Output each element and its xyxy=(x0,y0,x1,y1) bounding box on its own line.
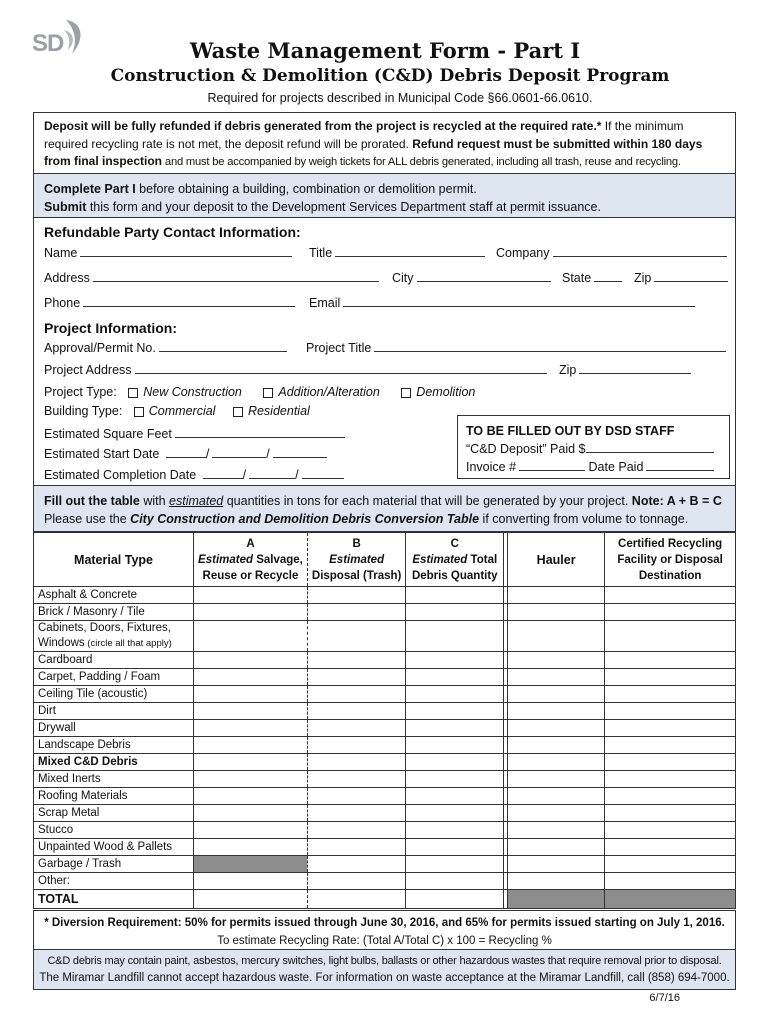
material-cell: Ceiling Tile (acoustic) xyxy=(34,686,194,703)
entry-cell[interactable] xyxy=(605,788,736,805)
table-row xyxy=(34,587,736,604)
entry-cell[interactable] xyxy=(508,703,605,720)
conversion-table-ref: City Construction and Demolition Debris Conversion Table xyxy=(130,512,480,526)
address-field[interactable] xyxy=(44,270,379,285)
name-label: Name xyxy=(44,246,78,260)
entry-cell[interactable] xyxy=(194,805,308,822)
entry-cell[interactable] xyxy=(194,856,308,873)
new-construction-checkbox[interactable] xyxy=(128,388,138,398)
entry-cell[interactable] xyxy=(307,788,405,805)
form-title: Waste Management Form - Part I xyxy=(189,38,581,63)
completion-label: Estimated Completion Date xyxy=(44,468,197,482)
state-label: State xyxy=(562,271,592,285)
entry-cell[interactable] xyxy=(508,669,605,686)
entry-cell[interactable] xyxy=(605,686,736,703)
entry-cell[interactable] xyxy=(194,754,308,771)
submit-bold: Submit xyxy=(44,200,87,214)
entry-cell[interactable] xyxy=(605,652,736,669)
approval-field[interactable] xyxy=(44,340,287,355)
entry-cell[interactable] xyxy=(194,788,308,805)
addition-label: Addition/Alteration xyxy=(278,385,380,399)
start-label: Estimated Start Date xyxy=(44,447,160,461)
phone-field[interactable] xyxy=(44,295,295,310)
total-label: TOTAL xyxy=(34,890,194,909)
recycling-formula: To estimate Recycling Rate: (Total A/Total C) x 100 = Recycling % xyxy=(217,935,552,947)
entry-cell[interactable] xyxy=(406,669,504,686)
total-row xyxy=(34,890,736,909)
entry-cell[interactable] xyxy=(194,621,308,652)
note-bold1: Fill out the table xyxy=(44,494,140,508)
entry-cell[interactable] xyxy=(605,720,736,737)
address-label: Address xyxy=(44,271,90,285)
entry-cell[interactable] xyxy=(194,873,308,890)
table-row xyxy=(34,754,736,771)
material-cell: Mixed Inerts xyxy=(34,771,194,788)
entry-cell[interactable] xyxy=(508,856,605,873)
entry-cell[interactable] xyxy=(605,822,736,839)
entry-cell[interactable] xyxy=(605,856,736,873)
city-label: City xyxy=(392,271,414,285)
material-cell: Cardboard xyxy=(34,652,194,669)
diversion-requirement: * Diversion Requirement: 50% for permits issued through June 30, 2016, and 65% for permits issued starting on July 1, 2016. xyxy=(44,917,725,929)
deposit-paid-label: “C&D Deposit” Paid $ xyxy=(466,442,586,456)
table-row xyxy=(34,737,736,754)
project-address-label: Project Address xyxy=(44,363,132,377)
project-zip-field[interactable] xyxy=(559,362,691,377)
state-field[interactable] xyxy=(562,270,622,285)
invoice-field[interactable] xyxy=(466,458,721,476)
commercial-checkbox[interactable] xyxy=(134,407,144,417)
zip-label: Zip xyxy=(634,271,652,285)
info-section xyxy=(33,218,736,486)
project-type-label: Project Type: xyxy=(44,385,117,399)
entry-cell[interactable] xyxy=(194,737,308,754)
instructions-box xyxy=(33,174,736,218)
name-field[interactable] xyxy=(44,245,292,260)
entry-cell[interactable] xyxy=(406,873,504,890)
table-row xyxy=(34,669,736,686)
deposit-text2: and must be accompanied by weigh tickets for ALL debris generated, including all trash, reuse and recycling. xyxy=(162,156,681,168)
entry-cell[interactable] xyxy=(307,587,405,604)
entry-cell[interactable] xyxy=(508,720,605,737)
entry-cell[interactable] xyxy=(194,839,308,856)
material-cell: Garbage / Trash xyxy=(34,856,194,873)
residential-label: Residential xyxy=(247,404,310,418)
entry-cell[interactable] xyxy=(605,621,736,652)
entry-cell[interactable] xyxy=(406,788,504,805)
deposit-bold2: Refund request must be submitted within 180 days from final inspection xyxy=(44,136,703,168)
entry-cell[interactable] xyxy=(406,737,504,754)
entry-cell[interactable] xyxy=(307,805,405,822)
material-cell: Drywall xyxy=(34,720,194,737)
submit-text: this form and your deposit to the Development Services Department staff at permit issuance. xyxy=(86,200,601,214)
material-cell: Carpet, Padding / Foam xyxy=(34,669,194,686)
entry-cell[interactable] xyxy=(194,822,308,839)
program-title: Construction & Demolition (C&D) Debris Deposit Program xyxy=(110,66,670,86)
entry-cell[interactable] xyxy=(307,621,405,652)
building-type-row xyxy=(44,404,310,418)
total-cell[interactable] xyxy=(194,890,308,909)
entry-cell[interactable] xyxy=(508,604,605,621)
deposit-paid-field[interactable] xyxy=(466,440,721,458)
note-italic: estimated xyxy=(169,494,224,508)
complete-text: before obtaining a building, combination or demolition permit. xyxy=(135,182,477,196)
deposit-notice xyxy=(33,112,736,174)
material-cell: Roofing Materials xyxy=(34,788,194,805)
material-cell: Dirt xyxy=(34,703,194,720)
entry-cell[interactable] xyxy=(508,771,605,788)
entry-cell[interactable] xyxy=(307,652,405,669)
project-zip-label: Zip xyxy=(559,363,577,377)
logo-text: SD xyxy=(32,30,64,57)
table-row xyxy=(34,703,736,720)
total-cell[interactable] xyxy=(307,890,405,909)
entry-cell[interactable] xyxy=(194,587,308,604)
note-text4: if converting from volume to tonnage. xyxy=(479,512,689,526)
sqft-field[interactable] xyxy=(44,426,345,441)
table-row xyxy=(34,839,736,856)
company-label: Company xyxy=(496,246,550,260)
header-b: B Estimated Disposal (Trash) xyxy=(307,533,405,587)
phone-label: Phone xyxy=(44,296,81,310)
entry-cell[interactable] xyxy=(307,856,405,873)
table-row xyxy=(34,873,736,890)
contact-heading: Refundable Party Contact Information: xyxy=(44,224,301,240)
sqft-label: Estimated Square Feet xyxy=(44,427,172,441)
note-text1: with xyxy=(139,494,170,508)
city-field[interactable] xyxy=(392,270,551,285)
entry-cell[interactable] xyxy=(307,720,405,737)
table-row xyxy=(34,771,736,788)
blocked-cell xyxy=(605,890,736,909)
entry-cell[interactable] xyxy=(406,686,504,703)
entry-cell[interactable] xyxy=(307,754,405,771)
entry-cell[interactable] xyxy=(605,873,736,890)
table-row xyxy=(34,856,736,873)
header-facility: Certified Recycling Facility or Disposal Destination xyxy=(605,533,736,587)
commercial-label: Commercial xyxy=(148,404,216,418)
material-cell: Scrap Metal xyxy=(34,805,194,822)
required-note: Required for projects described in Municipal Code §66.0601-66.0610. xyxy=(207,91,593,105)
note-text2: quantities in tons for each material that will be generated by your project. xyxy=(223,494,632,508)
material-cell: Landscape Debris xyxy=(34,737,194,754)
header-c: C Estimated Total Debris Quantity xyxy=(406,533,504,587)
entry-cell[interactable] xyxy=(508,788,605,805)
entry-cell[interactable] xyxy=(406,805,504,822)
entry-cell[interactable] xyxy=(194,604,308,621)
entry-cell[interactable] xyxy=(406,754,504,771)
entry-cell[interactable] xyxy=(508,822,605,839)
entry-cell[interactable] xyxy=(307,686,405,703)
entry-cell[interactable] xyxy=(194,669,308,686)
deposit-text1: If the minimum required recycling rate is not met, the deposit refund will be prorated. xyxy=(44,119,684,151)
entry-cell[interactable] xyxy=(605,737,736,754)
entry-cell[interactable] xyxy=(194,703,308,720)
entry-cell[interactable] xyxy=(307,604,405,621)
staff-heading: TO BE FILLED OUT BY DSD STAFF xyxy=(466,424,675,438)
entry-cell[interactable] xyxy=(406,856,504,873)
table-row xyxy=(34,805,736,822)
complete-bold: Complete Part I xyxy=(44,182,136,196)
entry-cell[interactable] xyxy=(508,839,605,856)
table-row xyxy=(34,652,736,669)
entry-cell[interactable] xyxy=(307,822,405,839)
entry-cell[interactable] xyxy=(605,805,736,822)
approval-label: Approval/Permit No. xyxy=(44,341,156,355)
blocked-cell xyxy=(508,890,605,909)
entry-cell[interactable] xyxy=(406,771,504,788)
addition-checkbox[interactable] xyxy=(263,388,273,398)
entry-cell[interactable] xyxy=(605,754,736,771)
entry-cell[interactable] xyxy=(194,720,308,737)
entry-cell[interactable] xyxy=(307,669,405,686)
project-title-field[interactable] xyxy=(306,340,726,355)
entry-cell[interactable] xyxy=(406,604,504,621)
project-heading: Project Information: xyxy=(44,320,178,336)
entry-cell[interactable] xyxy=(307,703,405,720)
invoice-label: Invoice # xyxy=(466,460,517,474)
entry-cell[interactable] xyxy=(307,839,405,856)
entry-cell[interactable] xyxy=(406,621,504,652)
entry-cell[interactable] xyxy=(605,771,736,788)
start-date-field[interactable]: Estimated Start Date / / xyxy=(44,446,327,461)
hazard-line2: The Miramar Landfill cannot accept hazardous waste. For information on waste acceptance at the Miramar Landfill, call (858) 694-7000. xyxy=(39,972,730,984)
material-cell: Mixed C&D Debris xyxy=(34,754,194,771)
staff-box xyxy=(457,415,730,479)
email-field[interactable] xyxy=(309,295,695,310)
total-cell[interactable] xyxy=(406,890,504,909)
entry-cell[interactable] xyxy=(194,652,308,669)
building-type-label: Building Type: xyxy=(44,404,123,418)
table-row xyxy=(34,686,736,703)
entry-cell[interactable] xyxy=(508,737,605,754)
entry-cell[interactable] xyxy=(605,669,736,686)
table-instructions xyxy=(33,486,736,532)
material-cell: Stucco xyxy=(34,822,194,839)
entry-cell[interactable] xyxy=(194,686,308,703)
table-row xyxy=(34,720,736,737)
title-field[interactable] xyxy=(309,245,485,260)
entry-cell[interactable] xyxy=(508,805,605,822)
material-cell: Cabinets, Doors, Fixtures, Windows (circle all that apply) xyxy=(34,621,194,652)
entry-cell[interactable] xyxy=(307,771,405,788)
entry-cell[interactable] xyxy=(508,873,605,890)
hazard-line1: C&D debris may contain paint, asbestos, mercury switches, light bulbs, ballasts or other hazardous wastes that require removal prior to disposal. xyxy=(47,955,722,967)
title-label: Title xyxy=(309,246,333,260)
form-date: 6/7/16 xyxy=(649,992,680,1004)
entry-cell[interactable] xyxy=(406,839,504,856)
entry-cell[interactable] xyxy=(605,604,736,621)
demolition-label: Demolition xyxy=(416,385,476,399)
table-row xyxy=(34,604,736,621)
hazard-box xyxy=(33,950,736,990)
table-row xyxy=(34,788,736,805)
entry-cell[interactable] xyxy=(508,652,605,669)
entry-cell[interactable] xyxy=(508,686,605,703)
zip-field[interactable] xyxy=(634,270,728,285)
material-cell: Brick / Masonry / Tile xyxy=(34,604,194,621)
entry-cell[interactable] xyxy=(307,873,405,890)
deposit-bold1: Deposit will be fully refunded if debris generated from the project is recycled at the required rate.* xyxy=(44,119,602,133)
demolition-checkbox[interactable] xyxy=(401,388,411,398)
note-text3: Please use the xyxy=(44,512,131,526)
diversion-box xyxy=(33,910,736,950)
header-hauler: Hauler xyxy=(508,533,605,587)
header-material: Material Type xyxy=(34,533,194,587)
email-label: Email xyxy=(309,296,341,310)
entry-cell[interactable] xyxy=(605,587,736,604)
entry-cell[interactable] xyxy=(194,771,308,788)
entry-cell[interactable] xyxy=(406,587,504,604)
material-cell: Unpainted Wood & Pallets xyxy=(34,839,194,856)
material-cell: Other: xyxy=(34,873,194,890)
entry-cell[interactable] xyxy=(406,720,504,737)
entry-cell[interactable] xyxy=(406,652,504,669)
table-row xyxy=(34,822,736,839)
project-address-field[interactable] xyxy=(44,362,547,377)
company-field[interactable] xyxy=(496,245,727,260)
table-row xyxy=(34,621,736,652)
entry-cell[interactable] xyxy=(406,822,504,839)
note-bold2: Note: A + B = C xyxy=(631,494,722,508)
material-cell: Asphalt & Concrete xyxy=(34,587,194,604)
entry-cell[interactable] xyxy=(406,703,504,720)
entry-cell[interactable] xyxy=(508,587,605,604)
entry-cell[interactable] xyxy=(508,621,605,652)
completion-date-field[interactable]: Estimated Completion Date / / xyxy=(44,467,344,482)
project-title-label: Project Title xyxy=(306,341,372,355)
project-type-row xyxy=(44,385,475,399)
entry-cell[interactable] xyxy=(508,754,605,771)
residential-checkbox[interactable] xyxy=(233,407,243,417)
header-a: A Estimated Salvage, Reuse or Recycle xyxy=(194,533,308,587)
new-construction-label: New Construction xyxy=(143,385,242,399)
entry-cell[interactable] xyxy=(605,839,736,856)
materials-table xyxy=(33,532,736,909)
entry-cell[interactable] xyxy=(605,703,736,720)
date-paid-label: Date Paid xyxy=(588,460,644,474)
entry-cell[interactable] xyxy=(307,737,405,754)
